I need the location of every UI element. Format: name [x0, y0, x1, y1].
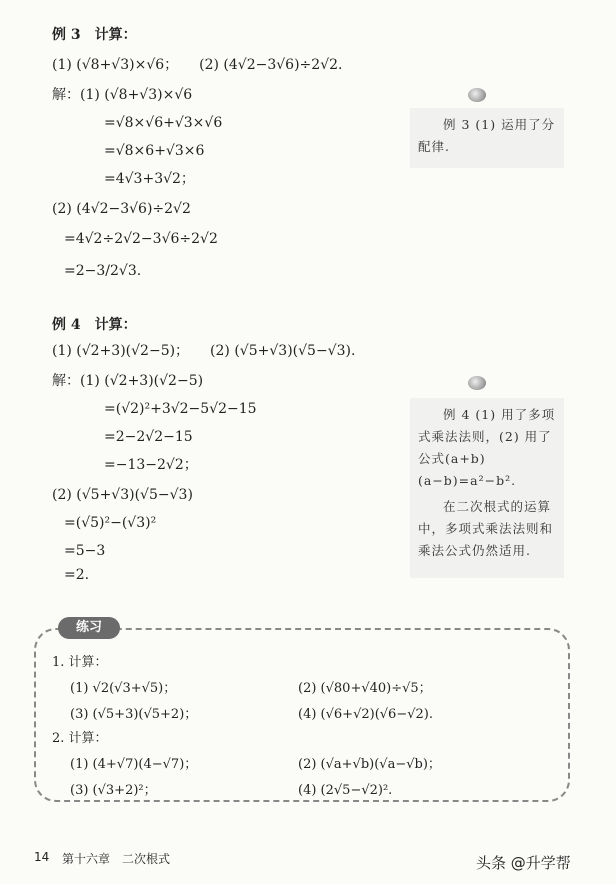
example3-problems: (1) (√8+√3)×√6； (2) (4√2−3√6)÷2√2.	[52, 57, 343, 73]
practice-item: (3) (√3+2)²；	[70, 783, 157, 798]
example4-heading: 例 4 计算：	[52, 317, 137, 333]
watermark: 头条 @升学帮	[476, 854, 571, 872]
example3-note	[410, 108, 564, 168]
example3-note-text: 例 3 (1) 运用了分配律.	[418, 117, 556, 154]
example4-solution-head: 解：(1) (√2+3)(√2−5)	[52, 373, 204, 389]
pin-icon	[468, 88, 486, 102]
chapter-title: 第十六章 二次根式	[62, 852, 171, 866]
example4-part2-step: =2.	[64, 567, 90, 583]
page-number: 14	[34, 850, 50, 864]
example3-solution-head: 解：(1) (√8+√3)×√6	[52, 87, 193, 103]
practice-item: (2) (√80+√40)÷√5；	[298, 681, 432, 696]
practice-item: (4) (√6+√2)(√6−√2).	[298, 707, 433, 722]
example3-step: =4√3+3√2；	[104, 171, 195, 187]
example4-part2-step: =(√5)²−(√3)²	[64, 515, 157, 531]
example3-part2-step: =2−3/2√3.	[64, 263, 142, 279]
example4-step: =2−2√2−15	[104, 429, 193, 445]
pin-icon	[468, 376, 486, 390]
example3-step: =√8×6+√3×6	[104, 143, 205, 159]
example4-step: =(√2)²+3√2−5√2−15	[104, 401, 257, 417]
practice-item: (1) √2(√3+√5)；	[70, 681, 177, 696]
practice-item: (1) (4+√7)(4−√7)；	[70, 757, 198, 772]
example4-note	[410, 398, 564, 578]
example4-note-text: 例 4 (1) 用了多项式乘法法则，(2) 用了公式(a+b)(a−b)=a²−b².	[418, 407, 556, 488]
example3-heading: 例 3 计算：	[52, 27, 137, 43]
example3-step: =√8×√6+√3×√6	[104, 115, 223, 131]
example3-part2-step: =4√2÷2√2−3√6÷2√2	[64, 231, 218, 247]
example4-note-text: 在二次根式的运算中，多项式乘法法则和乘法公式仍然适用.	[418, 499, 554, 558]
example3-part2-head: (2) (4√2−3√6)÷2√2	[52, 201, 191, 217]
example4-problems: (1) (√2+3)(√2−5)； (2) (√5+√3)(√5−√3).	[52, 343, 356, 359]
example4-part2-head: (2) (√5+√3)(√5−√3)	[52, 487, 193, 503]
practice-q1: 1. 计算：	[52, 655, 108, 670]
practice-tag: 练习	[58, 617, 120, 639]
practice-item: (3) (√5+3)(√5+2)；	[70, 707, 198, 722]
example4-part2-step: =5−3	[64, 543, 106, 559]
example4-step: =−13−2√2；	[104, 457, 198, 473]
practice-item: (2) (√a+√b)(√a−√b)；	[298, 757, 441, 772]
practice-q2: 2. 计算：	[52, 731, 108, 746]
practice-item: (4) (2√5−√2)².	[298, 783, 393, 798]
